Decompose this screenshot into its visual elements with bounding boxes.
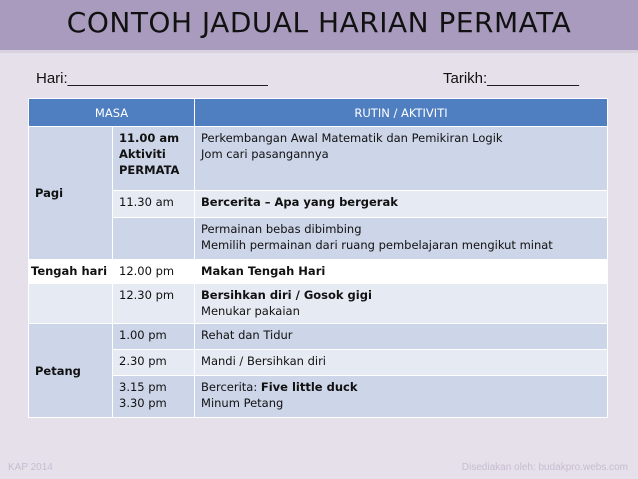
time-cell	[113, 218, 195, 260]
activity-cell: Bercerita – Apa yang bergerak	[195, 191, 608, 218]
empty-session-cell	[29, 284, 113, 324]
session-petang: Petang	[29, 324, 113, 418]
time-text: Aktiviti	[119, 147, 166, 161]
tarikh-field: Tarikh:___________	[443, 70, 579, 87]
table-row	[29, 284, 608, 324]
footer-right: Disediakan oleh: budakpro.webs.com	[461, 462, 628, 473]
table-row	[29, 350, 608, 376]
page-title: CONTOH JADUAL HARIAN PERMATA	[66, 6, 572, 39]
header-rutin: RUTIN / AKTIVITI	[195, 99, 608, 127]
activity-text: Perkembangan Awal Matematik dan Pemikiran Logik	[201, 131, 503, 145]
session-pagi: Pagi	[29, 127, 113, 260]
activity-cell	[195, 127, 608, 191]
hari-field: Hari:________________________	[36, 70, 268, 87]
time-text: PERMATA	[119, 163, 180, 177]
time-text: 3.30 pm	[119, 396, 167, 410]
activity-text: Menukar pakaian	[201, 304, 300, 318]
activity-cell	[195, 376, 608, 418]
activity-cell: Rehat dan Tidur	[195, 324, 608, 350]
activity-text: Jom cari pasangannya	[201, 147, 329, 161]
time-cell	[113, 127, 195, 191]
header-masa: MASA	[29, 99, 195, 127]
activity-text: Permainan bebas dibimbing	[201, 222, 362, 236]
table-row	[29, 127, 608, 191]
activity-cell: Mandi / Bersihkan diri	[195, 350, 608, 376]
table-header-row	[29, 99, 608, 127]
time-cell: 12.30 pm	[113, 284, 195, 324]
footer-left: KAP 2014	[8, 462, 53, 473]
time-cell: 11.30 am	[113, 191, 195, 218]
table-row	[29, 218, 608, 260]
activity-cell	[195, 218, 608, 260]
time-cell: 1.00 pm	[113, 324, 195, 350]
schedule-table	[28, 98, 608, 418]
activity-text: Five little duck	[260, 380, 358, 394]
table-row	[29, 260, 608, 284]
activity-cell: Makan Tengah Hari	[195, 260, 608, 284]
activity-text: Memilih permainan dari ruang pembelajaran mengikut minat	[201, 238, 553, 252]
time-text: 3.15 pm	[119, 380, 167, 394]
time-cell	[113, 376, 195, 418]
time-text: 11.00 am	[119, 131, 180, 145]
table-row	[29, 191, 608, 218]
table-row	[29, 324, 608, 350]
table-row	[29, 376, 608, 418]
activity-text: Bersihkan diri / Gosok gigi	[201, 288, 372, 302]
activity-cell	[195, 284, 608, 324]
time-cell: 12.00 pm	[113, 260, 195, 284]
activity-text: Bercerita:	[201, 380, 261, 394]
session-tengah-hari: Tengah hari	[29, 260, 113, 284]
activity-text: Minum Petang	[201, 396, 284, 410]
time-cell: 2.30 pm	[113, 350, 195, 376]
